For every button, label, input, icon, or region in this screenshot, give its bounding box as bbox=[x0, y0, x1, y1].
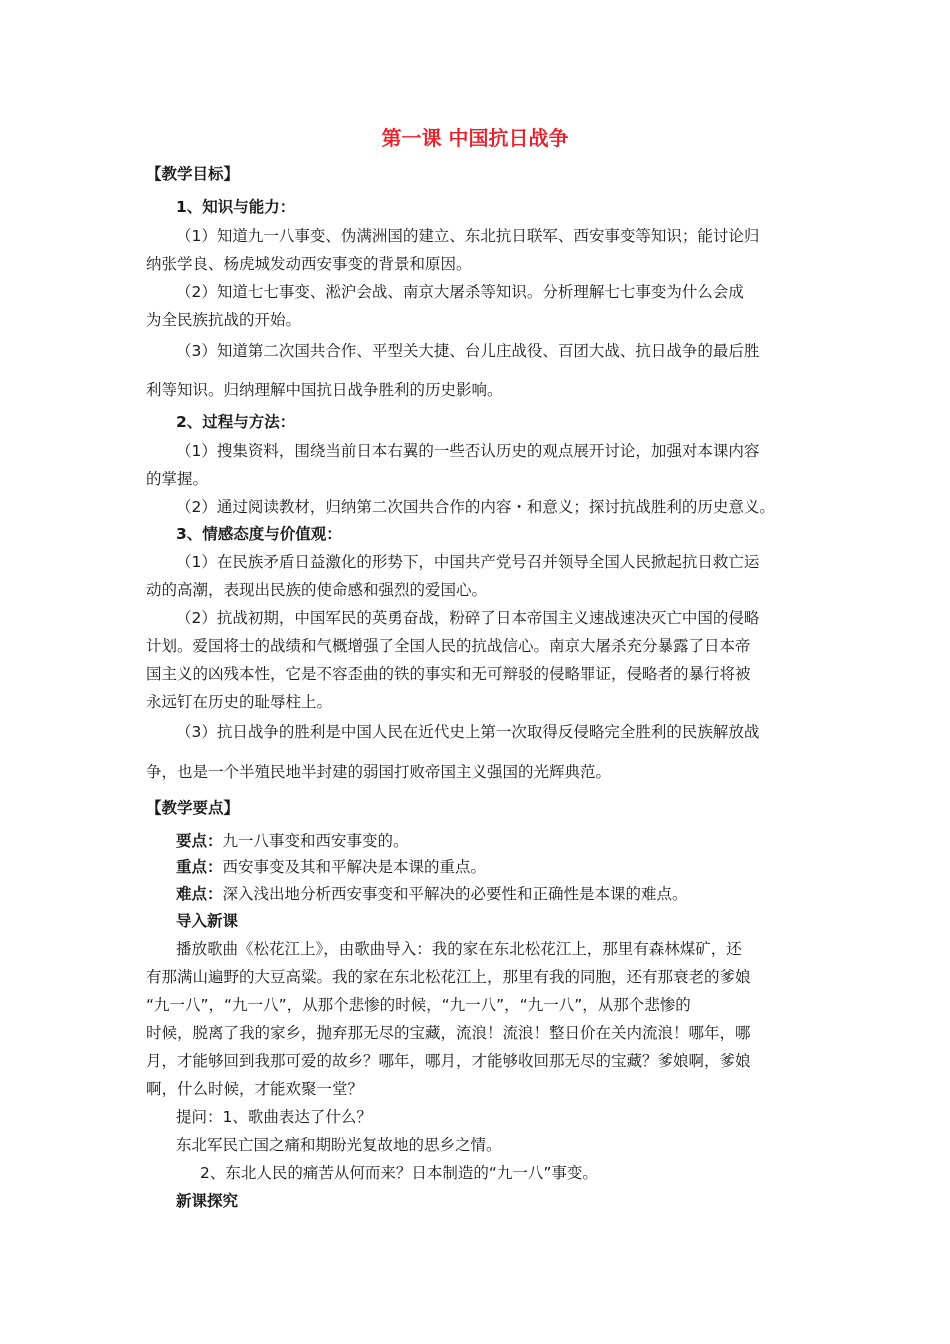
subheading-values: 3、情感态度与价值观： bbox=[176, 525, 342, 543]
page-title: 第一课 中国抗日战争 bbox=[381, 126, 569, 150]
paragraph-line: 的掌握。 bbox=[146, 470, 209, 488]
key-point-label: 重点： bbox=[176, 858, 223, 876]
paragraph-line: 国主义的凶残本性，它是不容歪曲的铁的事实和无可辩驳的侵略罪证，侵略者的暴行将被 bbox=[146, 665, 751, 683]
section-heading-intro: 导入新课 bbox=[176, 912, 239, 930]
paragraph-line: 争，也是一个半殖民地半封建的弱国打败帝国主义强国的光辉典范。 bbox=[146, 763, 612, 781]
paragraph-line: （1）搜集资料，围绕当前日本右翼的一些否认历史的观点展开讨论，加强对本课内容 bbox=[176, 442, 760, 460]
question-line: 提问：1、歌曲表达了什么？ bbox=[176, 1108, 372, 1126]
paragraph-line: 播放歌曲《松花江上》，由歌曲导入：我的家在东北松花江上，那里有森林煤矿，还 bbox=[176, 940, 742, 958]
paragraph-line: （2）抗战初期，中国军民的英勇奋战，粉碎了日本帝国主义速战速决灭亡中国的侵略 bbox=[176, 609, 760, 627]
paragraph-line: 时候，脱离了我的家乡，抛弃那无尽的宝藏，流浪！流浪！整日价在关内流浪！哪年，哪 bbox=[146, 1024, 751, 1042]
paragraph-line: （3）知道第二次国共合作、平型关大捷、台儿庄战役、百团大战、抗日战争的最后胜 bbox=[176, 342, 760, 360]
paragraph-line: 永远钉在历史的耻辱柱上。 bbox=[146, 693, 333, 711]
key-point-text: 九一八事变和西安事变的。 bbox=[222, 832, 409, 850]
paragraph-line: 为全民族抗战的开始。 bbox=[146, 311, 302, 329]
section-heading-key-points: 【教学要点】 bbox=[146, 799, 240, 817]
paragraph-line: “九一八”，“九一八”，从那个悲惨的时候，“九一八”，“九一八”，从那个悲惨的 bbox=[146, 996, 691, 1014]
section-heading-objectives: 【教学目标】 bbox=[146, 165, 240, 183]
key-point-focus bbox=[176, 855, 856, 879]
subheading-process: 2、过程与方法： bbox=[176, 413, 296, 431]
paragraph-line: （3）抗日战争的胜利是中国人民在近代史上第一次取得反侵略完全胜利的民族解放战 bbox=[176, 723, 760, 741]
paragraph-line: 月，才能够回到我那可爱的故乡？哪年，哪月，才能够收回那无尽的宝藏？爹娘啊，爹娘 bbox=[146, 1052, 751, 1070]
paragraph-line: （2）知道七七事变、淞沪会战、南京大屠杀等知识。分析理解七七事变为什么会成 bbox=[176, 283, 744, 301]
key-point-label: 难点： bbox=[176, 885, 223, 903]
paragraph-line: （2）通过阅读教材，归纳第二次国共合作的内容・和意义；探讨抗战胜利的历史意义。 bbox=[176, 498, 775, 516]
key-point-difficulty bbox=[176, 882, 856, 906]
answer-line: 东北军民亡国之痛和期盼光复故地的思乡之情。 bbox=[176, 1136, 502, 1154]
paragraph-line: 计划。爱国将士的战绩和气概增强了全国人民的抗战信心。南京大屠杀充分暴露了日本帝 bbox=[146, 637, 751, 655]
question-line: 2、东北人民的痛苦从何而来？日本制造的“九一八”事变。 bbox=[200, 1164, 598, 1182]
paragraph-line: （1）知道九一八事变、伪满洲国的建立、东北抗日联军、西安事变等知识；能讨论归 bbox=[176, 227, 760, 245]
paragraph-line: 动的高潮，表现出民族的使命感和强烈的爱国心。 bbox=[146, 581, 488, 599]
key-point-label: 要点： bbox=[176, 832, 223, 850]
key-point-main bbox=[176, 829, 856, 853]
paragraph-line: 啊，什么时候，才能欢聚一堂？ bbox=[146, 1080, 364, 1098]
paragraph-line: 利等知识。归纳理解中国抗日战争胜利的历史影响。 bbox=[146, 381, 503, 399]
key-point-text: 深入浅出地分析西安事变和平解决的必要性和正确性是本课的难点。 bbox=[222, 885, 688, 903]
paragraph-line: 有那满山遍野的大豆高粱。我的家在东北松花江上，那里有我的同胞，还有那衰老的爹娘 bbox=[146, 968, 751, 986]
paragraph-line: （1）在民族矛盾日益激化的形势下，中国共产党号召并领导全国人民掀起抗日救亡运 bbox=[176, 553, 760, 571]
paragraph-line: 纳张学良、杨虎城发动西安事变的背景和原因。 bbox=[146, 255, 472, 273]
key-point-text: 西安事变及其和平解决是本课的重点。 bbox=[222, 858, 487, 876]
subheading-knowledge: 1、知识与能力： bbox=[176, 198, 296, 216]
section-heading-new-lesson: 新课探究 bbox=[176, 1192, 239, 1210]
